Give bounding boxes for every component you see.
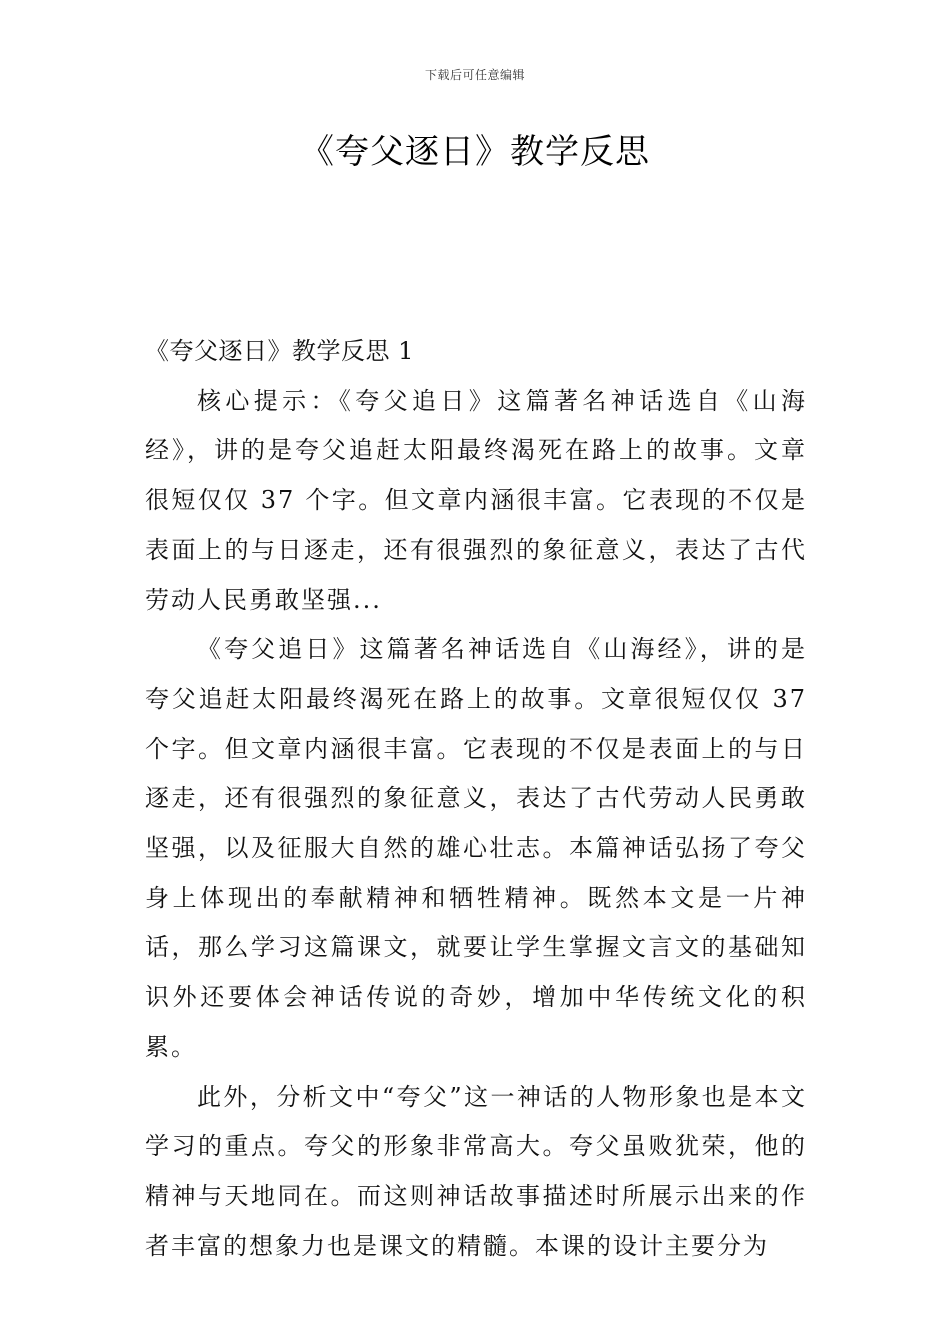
- paragraph-summary: 核心提示：《夸父追日》这篇著名神话选自《山海经》，讲的是夸父追赶太阳最终渴死在路上的故事。文章很短仅仅 37 个字。但文章内涵很丰富。它表现的不仅是表面上的与日逐走，还有很强烈的象征意义，表达了古代劳动人民勇敢坚强...: [145, 386, 807, 614]
- document-title: 《夸父逐日》教学反思: [300, 132, 650, 172]
- header-note: 下载后可任意编辑: [424, 68, 525, 82]
- section-heading: 《夸父逐日》教学反思 1: [145, 337, 414, 365]
- document-body: [145, 327, 807, 1271]
- paragraph-analysis: 此外，分析文中“夸父”这一神话的人物形象也是本文学习的重点。夸父的形象非常高大。夸父虽败犹荣，他的精神与天地同在。而这则神话故事描述时所展示出来的作者丰富的想象力也是课文的精髓。本课的设计主要分为: [145, 1082, 807, 1260]
- paragraph-intro: 《夸父追日》这篇著名神话选自《山海经》，讲的是夸父追赶太阳最终渴死在路上的故事。文章很短仅仅 37 个字。但文章内涵很丰富。它表现的不仅是表面上的与日逐走，还有很强烈的象征意义，表达了古代劳动人民勇敢坚强，以及征服大自然的雄心壮志。本篇神话弘扬了夸父身上体现出的奉献精神和牺牲精神。既然本文是一片神话，那么学习这篇课文，就要让学生掌握文言文的基础知识外还要体会神话传说的奇妙，增加中华传统文化的积累。: [145, 635, 807, 1061]
